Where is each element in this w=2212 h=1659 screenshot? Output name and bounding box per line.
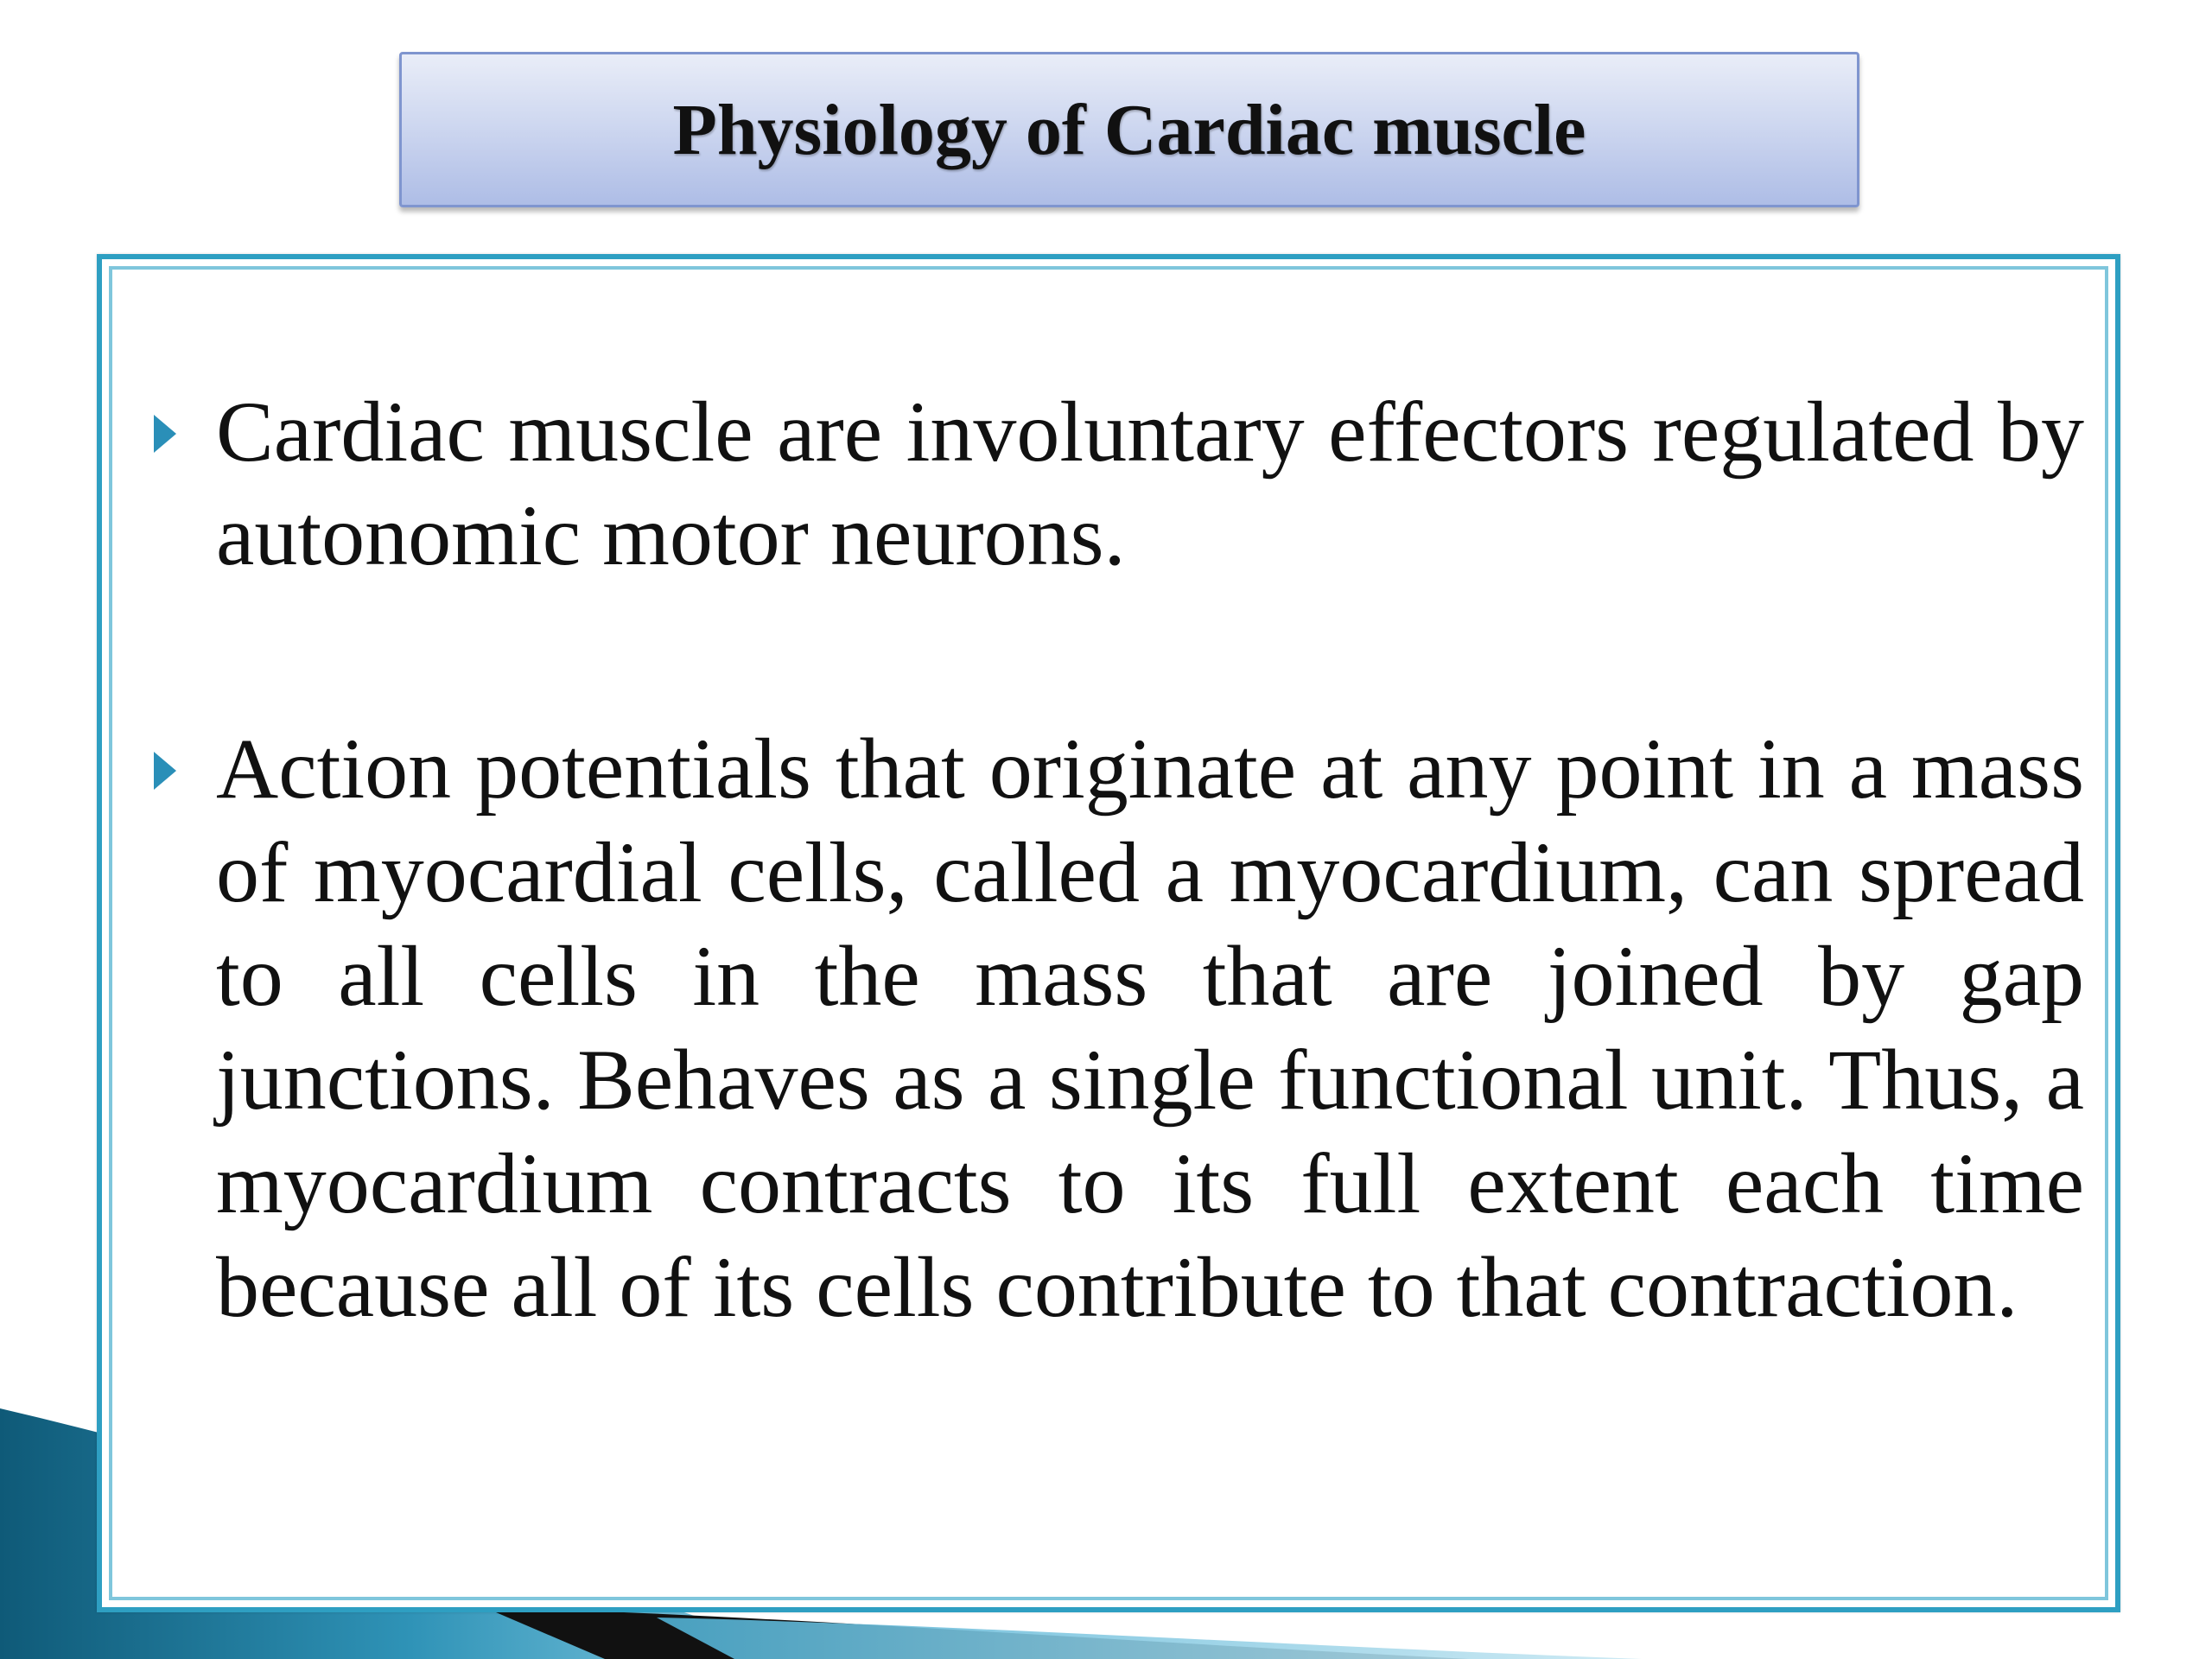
title-banner	[399, 52, 1859, 207]
slide-title: Physiology of Cardiac muscle	[672, 89, 1586, 170]
triangle-bullet-icon	[154, 415, 176, 453]
triangle-bullet-icon	[154, 752, 176, 790]
bullet-item	[119, 717, 2084, 1339]
bullet-item	[119, 380, 2084, 588]
bullet-text: Action potentials that originate at any point in a mass of myocardial cells, called a myocardium, can spread to all cells in the mass that are joined by gap junctions. Behaves as a single functional unit. Thus, a myocardium contracts to its full extent each time because all of its cells contribute to that contraction.	[216, 721, 2084, 1335]
bullet-text: Cardiac muscle are involuntary effectors regulated by autonomic motor neurons.	[216, 384, 2084, 583]
bullet-list	[119, 380, 2084, 1339]
